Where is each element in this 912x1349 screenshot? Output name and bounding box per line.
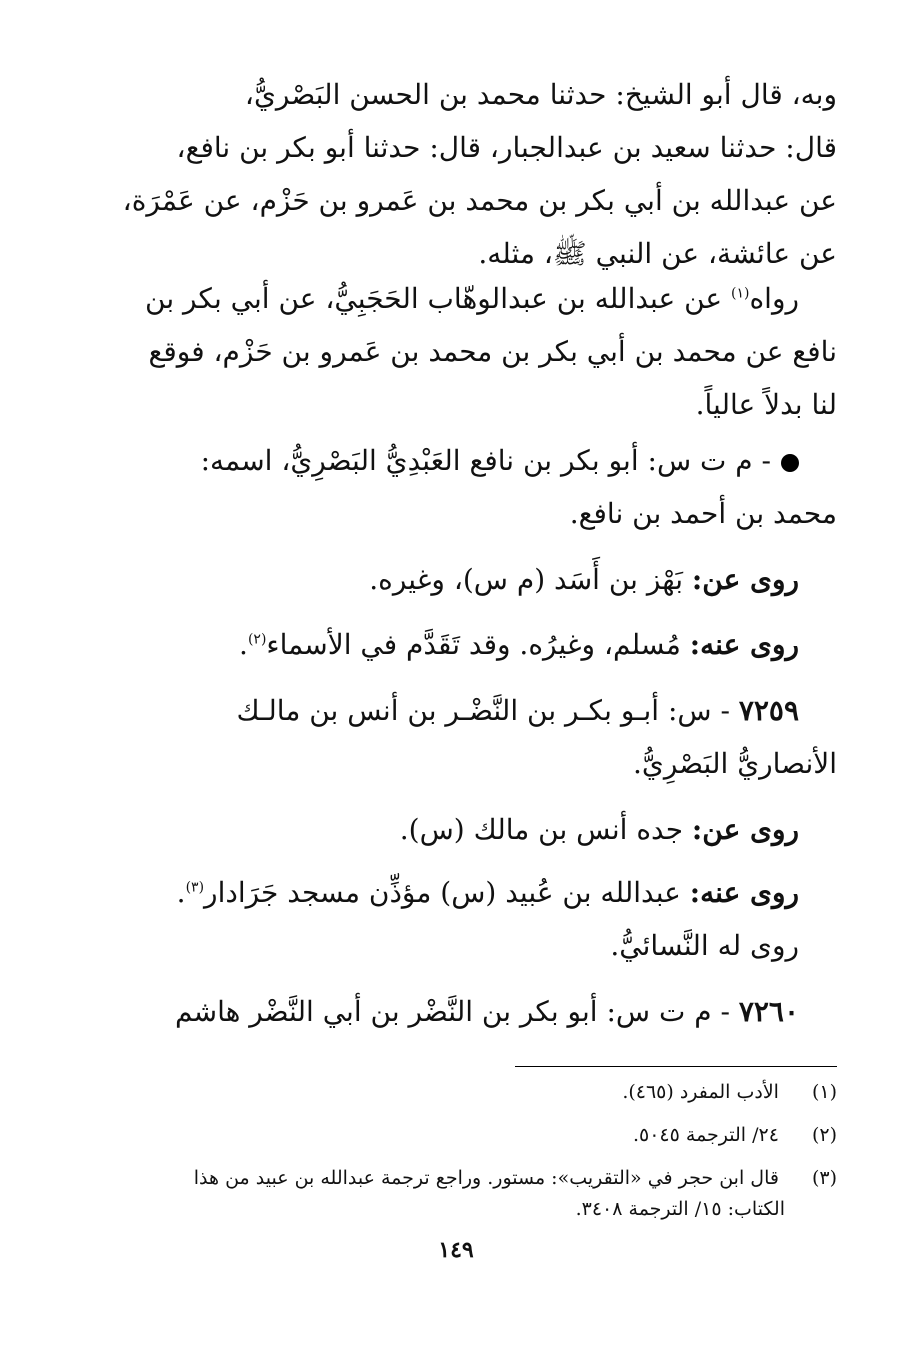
footnote [70,1078,837,1107]
footnote-text: قال ابن حجر في «التقريب»: مستور. وراجع ترجمة عبدالله بن عبيد من هذا [193,1167,779,1189]
text-fragment: رواه [749,282,799,315]
text-line [70,985,837,1038]
bullet-icon [781,454,799,472]
text-line: وبه، قال أبو الشيخ: حدثنا محمد بن الحسن البَصْريُّ، [244,78,837,111]
text-fragment: مُسلم، وغيرُه. وقد تَقَدَّم في الأسماء [266,628,690,661]
text-line [70,618,837,671]
text-line: محمد بن أحمد بن نافع. [569,497,837,530]
label-rawa-an: روى عن: [691,813,799,846]
footnote-ref: (٢) [247,631,267,648]
text-line: قال: حدثنا سعيد بن عبدالجبار، قال: حدثنا أبو بكر بن نافع، [176,131,837,164]
text-fragment: . [176,876,186,909]
text-fragment: - م ت س: أبو بكر بن النَّضْر بن أبي النَّضْر هاشم [175,995,739,1028]
narrated-from-line [70,553,837,606]
text-line: الأنصاريُّ البَصْرِيُّ. [633,747,837,780]
narrated-by-line [70,866,837,972]
footnote-ref: (١) [731,285,750,302]
biography-entry-header [70,684,837,790]
text-line: عن عائشة، عن النبي ﷺ، مثله. [478,237,837,270]
label-rawa-anhu: روى عنه: [689,628,799,661]
footnote-ref: (٣) [185,879,205,896]
page-number: ١٤٩ [438,1237,474,1263]
narrated-by-line [70,618,837,671]
text-line [70,866,837,919]
text-fragment: عبدالله بن عُبيد (س) مؤذِّن مسجد جَرَادار [204,876,690,909]
text-fragment: جده أنس بن مالك (س). [399,813,692,846]
riwayah-paragraph [70,272,837,431]
text-fragment: - م ت س: أبو بكر بن نافع العَبْدِيُّ البَصْرِيُّ، اسمه: [200,444,771,477]
text-fragment: بَهْز بن أَسَد (م س)، وغيره. [369,563,692,596]
text-fragment: عن عبدالله بن عبدالوهّاب الحَجَبِيُّ، عن أبي بكر بن [145,282,732,315]
biography-entry-header [70,985,837,1038]
footnote-number: (٣) [811,1167,837,1189]
text-fragment: - س: أبـو بكـر بن النَّضْـر بن أنس بن مالـك [236,694,739,727]
text-fragment: . [239,628,248,661]
footnote [70,1121,837,1150]
label-rawa-an: روى عن: [691,563,799,596]
narrated-from-line [70,803,837,856]
footnote [70,1164,837,1193]
label-rawa-anhu: روى عنه: [689,876,799,909]
footnote-text: ٢٤/ الترجمة ٥٠٤٥. [632,1124,779,1146]
footnote-number: (٢) [811,1124,837,1146]
biography-entry-header [70,434,837,540]
text-line: روى له النَّسائيُّ. [610,929,799,962]
text-line [70,684,837,737]
text-line [70,272,837,325]
text-line [70,553,837,606]
text-line: لنا بدلاً عالياً. [695,388,837,421]
text-line: عن عبدالله بن أبي بكر بن محمد بن عَمرو بن حَزْم، عن عَمْرَة، [122,184,837,217]
entry-number: ٧٢٥٩ [738,694,799,727]
text-line: نافع عن محمد بن أبي بكر بن محمد بن عَمرو بن حَزْم، فوقع [148,335,837,368]
text-line [70,803,837,856]
footnote-number: (١) [811,1081,837,1103]
footnote-continuation [70,1195,837,1224]
footnote-text: الكتاب: ١٥/ الترجمة ٣٤٠٨. [575,1198,785,1220]
hadith-paragraph [70,68,837,280]
footnote-text: الأدب المفرد (٤٦٥). [622,1081,779,1103]
text-line [70,434,837,487]
entry-number: ٧٢٦٠ [738,995,799,1028]
footnote-separator [515,1066,837,1067]
